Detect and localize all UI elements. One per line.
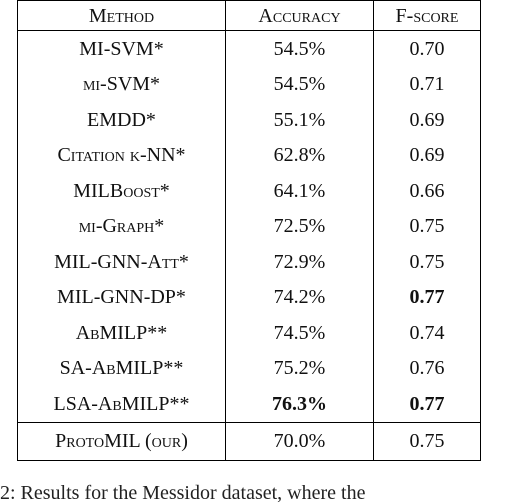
fscore-cell: 0.76 <box>374 351 481 387</box>
method-cell: mi-Graph* <box>18 209 226 245</box>
method-cell: MIL-GNN-Att* <box>18 244 226 280</box>
table-row <box>18 67 481 103</box>
ours-row <box>18 422 481 460</box>
method-cell: MI-SVM* <box>18 31 226 67</box>
results-table <box>17 0 481 461</box>
fscore-cell: 0.66 <box>374 173 481 209</box>
method-cell: MILBoost* <box>18 173 226 209</box>
accuracy-cell: 74.5% <box>226 315 374 351</box>
table-caption: 2: Results for the Messidor dataset, where the <box>0 482 366 504</box>
header-accuracy: Accuracy <box>226 1 374 31</box>
table-row <box>18 386 481 422</box>
method-cell: LSA-AbMILP** <box>18 386 226 422</box>
accuracy-cell: 72.9% <box>226 244 374 280</box>
fscore-cell: 0.71 <box>374 67 481 103</box>
fscore-cell: 0.75 <box>374 209 481 245</box>
table-row <box>18 315 481 351</box>
accuracy-cell: 54.5% <box>226 31 374 67</box>
accuracy-cell: 74.2% <box>226 280 374 316</box>
results-table-container <box>17 0 480 461</box>
method-cell: SA-AbMILP** <box>18 351 226 387</box>
table-row <box>18 173 481 209</box>
table-row <box>18 351 481 387</box>
method-cell: Citation k-NN* <box>18 138 226 174</box>
method-cell: AbMILP** <box>18 315 226 351</box>
fscore-cell: 0.75 <box>374 244 481 280</box>
accuracy-cell: 62.8% <box>226 138 374 174</box>
fscore-cell: 0.69 <box>374 138 481 174</box>
table-row <box>18 209 481 245</box>
fscore-cell: 0.74 <box>374 315 481 351</box>
fscore-cell: 0.75 <box>374 422 481 460</box>
table-row <box>18 31 481 67</box>
header-method: Method <box>18 1 226 31</box>
method-cell: EMDD* <box>18 102 226 138</box>
accuracy-cell: 70.0% <box>226 422 374 460</box>
accuracy-cell: 72.5% <box>226 209 374 245</box>
table-row <box>18 138 481 174</box>
method-cell: ProtoMIL (our) <box>18 422 226 460</box>
method-cell: mi-SVM* <box>18 67 226 103</box>
fscore-cell: 0.70 <box>374 31 481 67</box>
header-row <box>18 1 481 31</box>
table-row <box>18 102 481 138</box>
accuracy-cell: 75.2% <box>226 351 374 387</box>
accuracy-cell: 76.3% <box>226 386 374 422</box>
accuracy-cell: 54.5% <box>226 67 374 103</box>
method-cell: MIL-GNN-DP* <box>18 280 226 316</box>
accuracy-cell: 55.1% <box>226 102 374 138</box>
fscore-cell: 0.77 <box>374 280 481 316</box>
table-row <box>18 280 481 316</box>
fscore-cell: 0.77 <box>374 386 481 422</box>
header-fscore: F-score <box>374 1 481 31</box>
accuracy-cell: 64.1% <box>226 173 374 209</box>
table-row <box>18 244 481 280</box>
fscore-cell: 0.69 <box>374 102 481 138</box>
